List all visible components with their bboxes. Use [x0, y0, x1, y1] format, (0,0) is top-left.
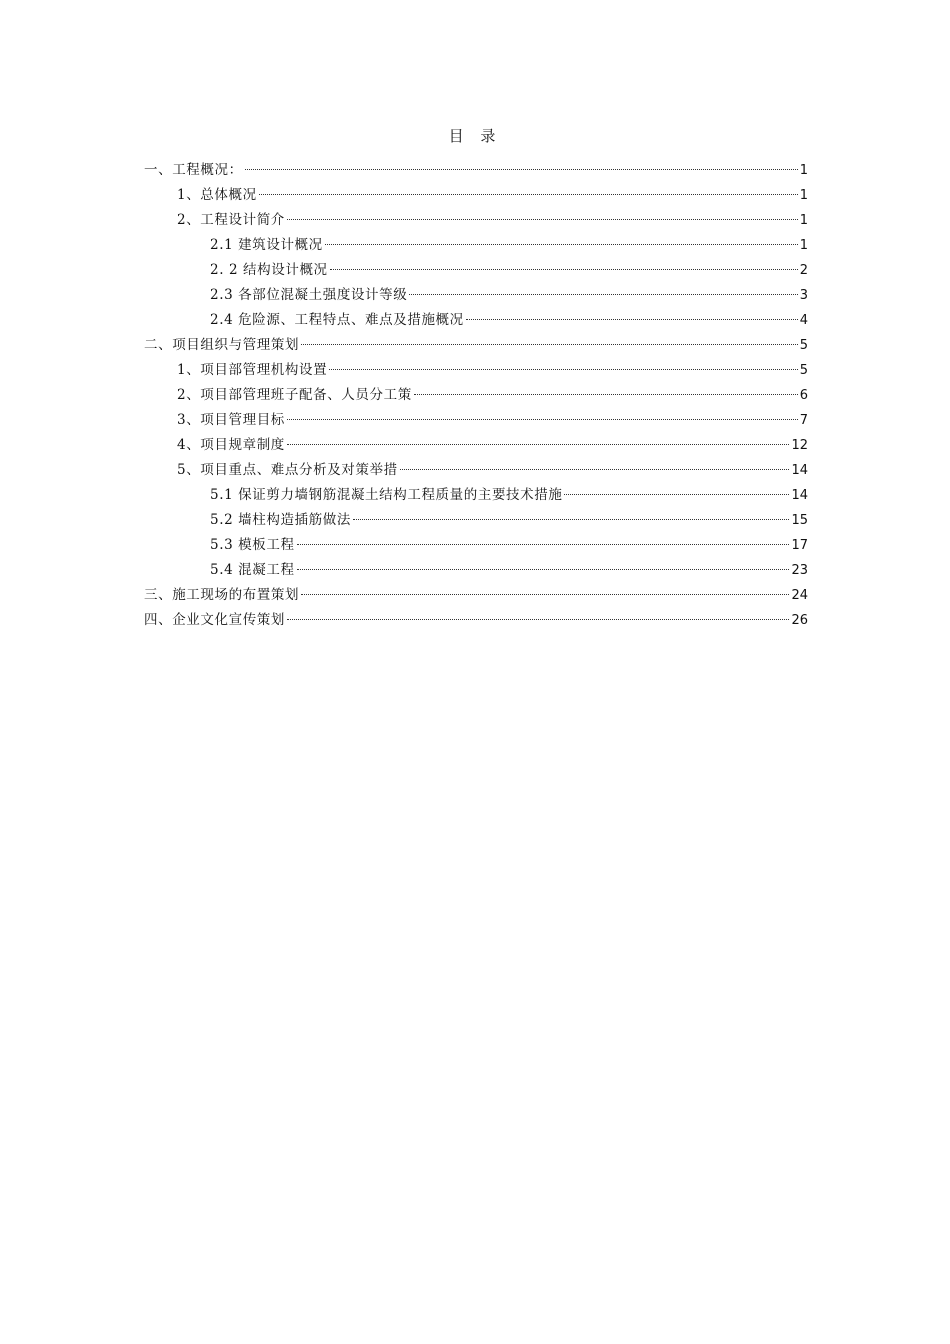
toc-entry-page-number: 7: [799, 413, 808, 428]
toc-entry[interactable]: [144, 208, 808, 233]
toc-entry-text: 2. 2 结构设计概况: [210, 262, 328, 278]
toc-entry[interactable]: [144, 533, 808, 558]
toc-entry-page-number: 3: [799, 288, 808, 303]
toc-entry-text: 5.2 墙柱构造插筋做法: [210, 512, 351, 528]
dot-leader: [409, 294, 797, 295]
toc-entry-page-number: 24: [791, 588, 808, 603]
dot-leader: [287, 619, 789, 620]
toc-entry[interactable]: [144, 158, 808, 183]
toc-entry-page-number: 14: [791, 463, 808, 478]
toc-entry-page-number: 1: [799, 238, 808, 253]
dot-leader: [400, 469, 790, 470]
dot-leader: [287, 219, 798, 220]
toc-entry-page-number: 14: [791, 488, 808, 503]
toc-entry-text: 1、总体概况: [177, 187, 257, 203]
toc-entry-page-number: 2: [799, 263, 808, 278]
toc-entry[interactable]: [144, 583, 808, 608]
dot-leader: [245, 169, 798, 170]
toc-entry-page-number: 4: [799, 313, 808, 328]
dot-leader: [301, 344, 798, 345]
toc-entry[interactable]: [144, 608, 808, 633]
toc-title: 目 录: [448, 127, 502, 145]
dot-leader: [329, 369, 798, 370]
toc-entry-text: 5.4 混凝工程: [210, 562, 295, 578]
toc-entry[interactable]: [144, 483, 808, 508]
dot-leader: [325, 244, 798, 245]
dot-leader: [466, 319, 798, 320]
toc-entry-page-number: 17: [791, 538, 808, 553]
toc-entry-text: 2、工程设计简介: [177, 212, 285, 228]
toc-entry-text: 三、施工现场的布置策划: [144, 587, 300, 603]
toc-entry-text: 5.3 模板工程: [210, 537, 295, 553]
toc-entry[interactable]: [144, 258, 808, 283]
dot-leader: [564, 494, 789, 495]
toc-entry-text: 4、项目规章制度: [177, 437, 285, 453]
toc-entry[interactable]: [144, 383, 808, 408]
toc-entry-text: 2、项目部管理班子配备、人员分工策: [177, 387, 412, 403]
toc-entry[interactable]: [144, 458, 808, 483]
toc-entry-page-number: 5: [799, 363, 808, 378]
toc-entry-page-number: 26: [791, 613, 808, 628]
toc-entry-text: 二、项目组织与管理策划: [144, 337, 300, 353]
dot-leader: [287, 444, 790, 445]
toc-entry[interactable]: [144, 433, 808, 458]
toc-entry-page-number: 15: [791, 513, 808, 528]
toc-entry[interactable]: [144, 333, 808, 358]
toc-entry-text: 1、项目部管理机构设置: [177, 362, 328, 378]
toc-entry-page-number: 5: [799, 338, 808, 353]
toc-entry[interactable]: [144, 558, 808, 583]
toc-entry-page-number: 12: [791, 438, 808, 453]
toc-entry-page-number: 6: [799, 388, 808, 403]
toc-entry-page-number: 23: [791, 563, 808, 578]
toc-entry[interactable]: [144, 408, 808, 433]
toc-entry-page-number: 1: [799, 163, 808, 178]
toc-entry-text: 2.3 各部位混凝土强度设计等级: [210, 287, 408, 303]
dot-leader: [297, 569, 790, 570]
toc-entry[interactable]: [144, 233, 808, 258]
dot-leader: [259, 194, 798, 195]
toc-entry-text: 5.1 保证剪力墙钢筋混凝土结构工程质量的主要技术措施: [210, 487, 563, 503]
toc-entry-text: 5、项目重点、难点分析及对策举措: [177, 462, 398, 478]
toc-entry-text: 3、项目管理目标: [177, 412, 285, 428]
dot-leader: [353, 519, 789, 520]
toc-entry[interactable]: [144, 308, 808, 333]
dot-leader: [330, 269, 798, 270]
dot-leader: [287, 419, 798, 420]
dot-leader: [297, 544, 790, 545]
dot-leader: [414, 394, 798, 395]
toc-entry[interactable]: [144, 508, 808, 533]
toc-entry-text: 四、企业文化宣传策划: [144, 612, 285, 628]
toc-entry-page-number: 1: [799, 188, 808, 203]
toc-entry-text: 2.1 建筑设计概况: [210, 237, 323, 253]
toc-entry[interactable]: [144, 358, 808, 383]
toc-entry[interactable]: [144, 183, 808, 208]
toc-entry-text: 一、工程概况：: [144, 162, 243, 178]
table-of-contents: [144, 158, 808, 633]
toc-entry[interactable]: [144, 283, 808, 308]
toc-entry-page-number: 1: [799, 213, 808, 228]
toc-entry-text: 2.4 危险源、工程特点、难点及措施概况: [210, 312, 464, 328]
dot-leader: [301, 594, 789, 595]
